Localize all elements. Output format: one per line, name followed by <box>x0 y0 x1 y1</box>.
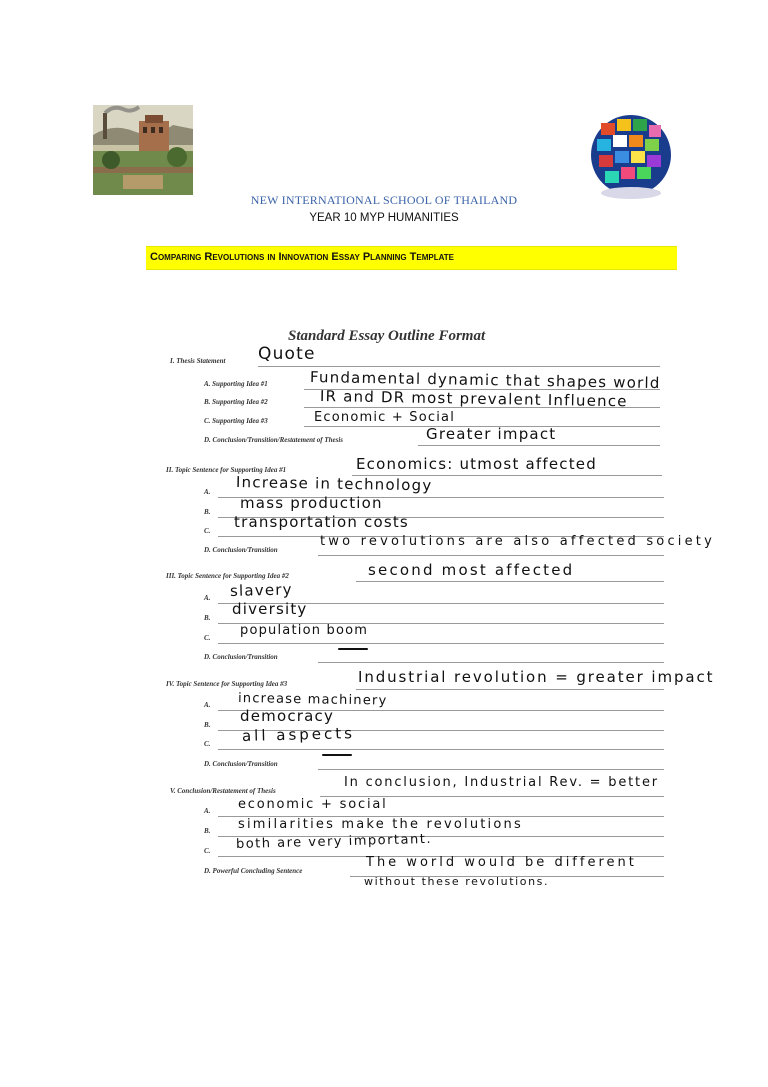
hw-ii-a: Increase in technology <box>235 473 433 495</box>
hw-iv: Industrial revolution = greater impact <box>358 668 715 686</box>
label-iii-a: A. <box>204 594 211 602</box>
industrial-revolution-painting <box>93 105 193 195</box>
digital-media-globe-image <box>587 105 675 201</box>
hw-iii-c: population boom <box>240 623 369 638</box>
label-i-c: C. Supporting Idea #3 <box>204 417 268 425</box>
label-iv-b: B. <box>204 721 211 729</box>
hw-i-c: Economic + Social <box>314 410 456 425</box>
label-topic-2: III. Topic Sentence for Supporting Idea #2 <box>166 572 289 580</box>
hw-iv-c: all aspects <box>241 724 356 745</box>
rule-iv-c <box>218 749 664 750</box>
rule-iii-d <box>318 662 664 663</box>
label-iii-d: D. Conclusion/Transition <box>204 653 278 661</box>
hw-i-b: IR and DR most prevalent Influence <box>319 387 628 411</box>
label-i-d: D. Conclusion/Transition/Restatement of Thesis <box>204 436 343 444</box>
hw-v-d1: The world would be different <box>366 855 637 870</box>
label-i-b: B. Supporting Idea #2 <box>204 398 268 406</box>
hw-iii: second most affected <box>368 561 575 579</box>
label-topic-3: IV. Topic Sentence for Supporting Idea #3 <box>166 680 288 688</box>
hw-v-c: both are very important. <box>235 831 433 852</box>
hw-ii-d: two revolutions are also affected society <box>320 534 715 549</box>
hw-ii-b: mass production <box>240 494 383 512</box>
label-conclusion: V. Conclusion/Restatement of Thesis <box>170 787 276 795</box>
label-i-a: A. Supporting Idea #1 <box>204 380 268 388</box>
outline-title: Standard Essay Outline Format <box>288 328 486 344</box>
rule-iii-c <box>218 643 664 644</box>
hw-v-d2: without these revolutions. <box>364 875 550 888</box>
label-iii-c: C. <box>204 634 211 642</box>
underline-mark-iii <box>338 648 368 650</box>
label-ii-c: C. <box>204 527 211 535</box>
underline-mark-iv <box>322 754 352 756</box>
label-v-d: D. Powerful Concluding Sentence <box>204 867 303 875</box>
hw-ii-c: transportation costs <box>234 513 409 531</box>
hw-ii: Economics: utmost affected <box>356 455 597 473</box>
label-ii-d: D. Conclusion/Transition <box>204 546 278 554</box>
hw-iv-a: increase machinery <box>237 691 388 709</box>
rule-iv-d <box>318 769 664 770</box>
rule-iv <box>356 689 664 690</box>
template-title: Comparing Revolutions in Innovation Essay Planning Template <box>150 251 455 263</box>
hw-i-a: Fundamental dynamic that shapes world <box>309 368 661 393</box>
label-thesis-statement: I. Thesis Statement <box>170 357 226 365</box>
label-ii-b: B. <box>204 508 211 516</box>
hw-v: In conclusion, Industrial Rev. = better <box>344 775 659 790</box>
label-ii-a: A. <box>204 488 211 496</box>
hw-thesis: Quote <box>258 344 316 364</box>
label-iv-c: C. <box>204 740 211 748</box>
rule-ii-d <box>318 555 664 556</box>
label-v-a: A. <box>204 807 211 815</box>
hw-iv-b: democracy <box>240 707 335 725</box>
label-v-c: C. <box>204 847 211 855</box>
label-v-b: B. <box>204 827 211 835</box>
hw-iii-b: diversity <box>232 600 308 618</box>
rule-iii <box>356 581 664 582</box>
label-iv-d: D. Conclusion/Transition <box>204 760 278 768</box>
label-iii-b: B. <box>204 614 211 622</box>
hw-v-b: similarities make the revolutions <box>238 817 523 832</box>
hw-i-d: Greater impact <box>426 425 557 443</box>
hw-iii-a: slavery <box>229 580 293 600</box>
rule-i <box>258 366 660 367</box>
label-iv-a: A. <box>204 701 211 709</box>
hw-v-a: economic + social <box>238 797 388 812</box>
label-topic-1: II. Topic Sentence for Supporting Idea #1 <box>166 466 287 474</box>
school-name: NEW INTERNATIONAL SCHOOL OF THAILAND <box>250 193 518 207</box>
course-year: YEAR 10 MYP HUMANITIES <box>309 212 459 224</box>
rule-i-d <box>418 445 660 446</box>
